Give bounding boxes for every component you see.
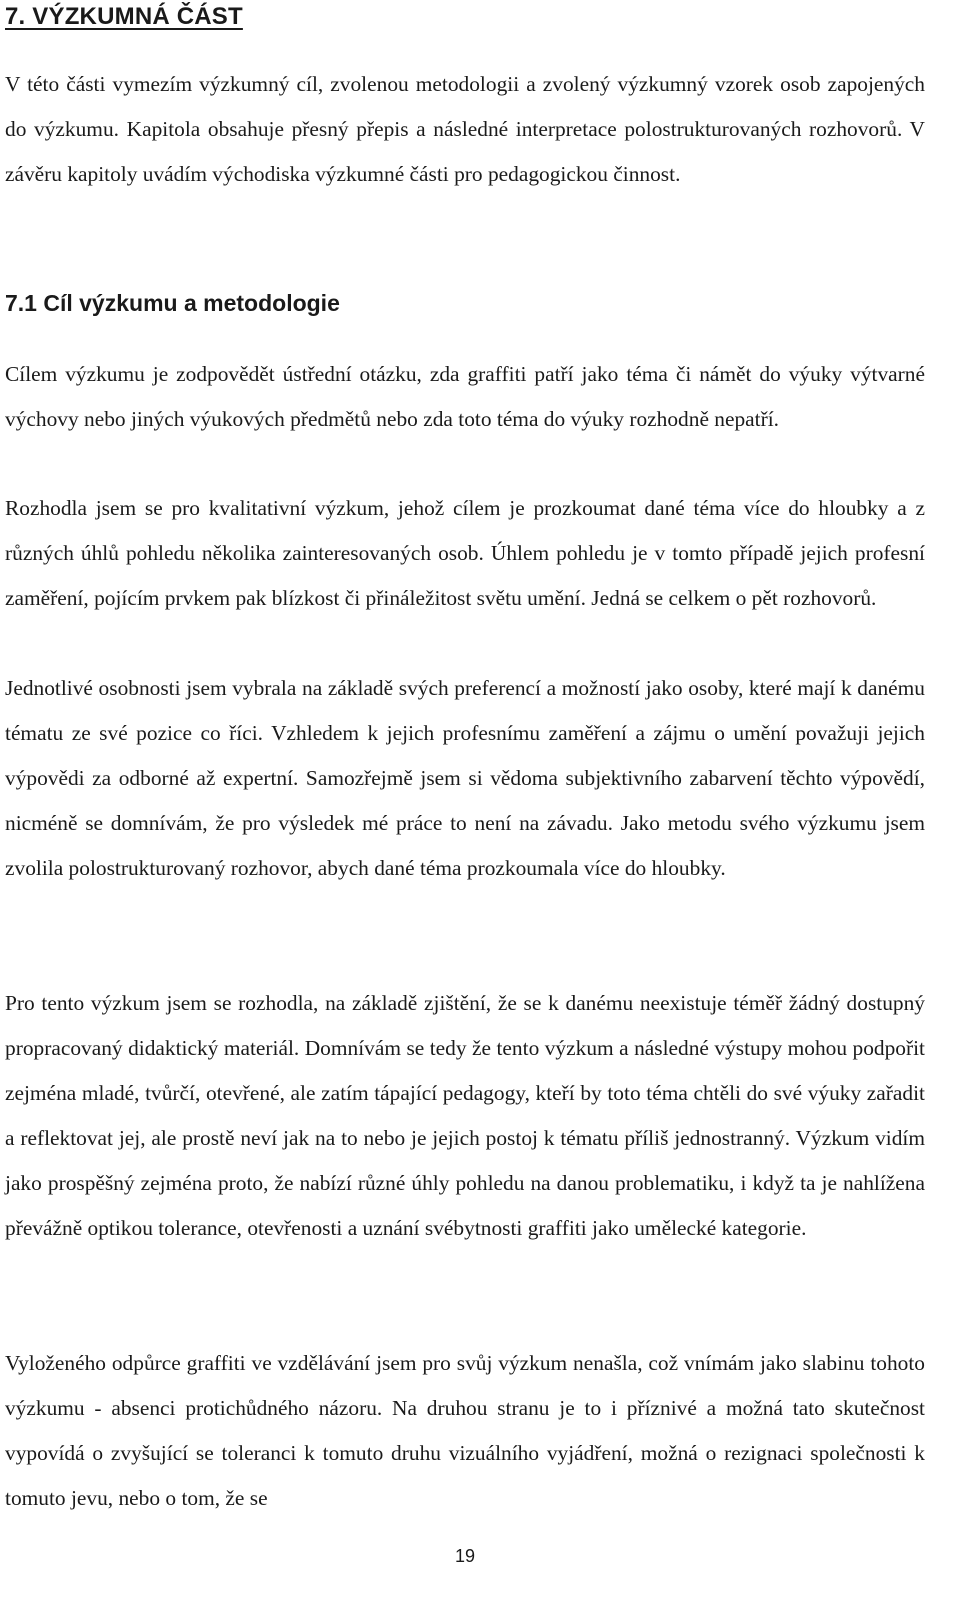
research-motivation-paragraph: Pro tento výzkum jsem se rozhodla, na základě zjištění, že se k danému neexistuje téměř žádný dostupný propracovaný didaktický materiál. Domnívám se tedy že tento výzkum a následné výstupy mohou podpořit zejména mladé, tvůrčí, otevřené, ale zatím tápající pedagogy, kteří by toto téma chtěli do své výuky zařadit a reflektovat jej, ale prostě neví jak na to nebo je jejich postoj k tématu příliš jednostranný. Výzkum vidím jako prospěšný zejména proto, že nabízí různé úhly pohledu na danou problematiku, i když ta je nahlížena převážně optikou tolerance, otevřenosti a uznání svébytnosti graffiti jako umělecké kategorie. — [5, 991, 925, 1240]
section-heading: 7.1 Cíl výzkumu a metodologie — [5, 290, 340, 316]
research-goal-paragraph: Cílem výzkumu je zodpovědět ústřední otázku, zda graffiti patří jako téma či námět do výuky výtvarné výchovy nebo jiných výukových předmětů nebo zda toto téma do výuky rozhodně nepatří. — [5, 362, 925, 431]
chapter-heading: 7. VÝZKUMNÁ ČÁST — [5, 3, 243, 30]
respondents-paragraph: Jednotlivé osobnosti jsem vybrala na základě svých preferencí a možností jako osoby, které mají k danému tématu ze své pozice co říci. Vzhledem k jejich profesnímu zaměření a zájmu o umění považuji jejich výpovědi za odborné až expertní. Samozřejmě jsem si vědoma subjektivního zabarvení těchto výpovědí, nicméně se domnívám, že pro výsledek mé práce to není na závadu. Jako metodu svého výzkumu jsem zvolila polostrukturovaný rozhovor, abych dané téma prozkoumala více do hloubky. — [5, 676, 925, 880]
chapter-intro-paragraph: V této části vymezím výzkumný cíl, zvolenou metodologii a zvolený výzkumný vzorek osob zapojených do výzkumu. Kapitola obsahuje přesný přepis a následné interpretace polostrukturovaných rozhovorů. V závěru kapitoly uvádím východiska výzkumné části pro pedagogickou činnost. — [5, 72, 925, 186]
research-method-paragraph: Rozhodla jsem se pro kvalitativní výzkum, jehož cílem je prozkoumat dané téma více do hloubky a z různých úhlů pohledu několika zainteresovaných osob. Úhlem pohledu je v tomto případě jejich profesní zaměření, pojícím prvkem pak blízkost či přináležitost světu umění. Jedná se celkem o pět rozhovorů. — [5, 496, 925, 610]
research-limitation-paragraph: Vyloženého odpůrce graffiti ve vzdělávání jsem pro svůj výzkum nenašla, což vnímám jako slabinu tohoto výzkumu - absenci protichůdného názoru. Na druhou stranu je to i příznivé a možná tato skutečnost vypovídá o zvyšující se toleranci k tomuto druhu vizuálního vyjádření, možná o rezignaci společnosti k tomuto jevu, nebo o tom, že se — [5, 1351, 925, 1510]
page-number: 19 — [454, 1546, 476, 1566]
